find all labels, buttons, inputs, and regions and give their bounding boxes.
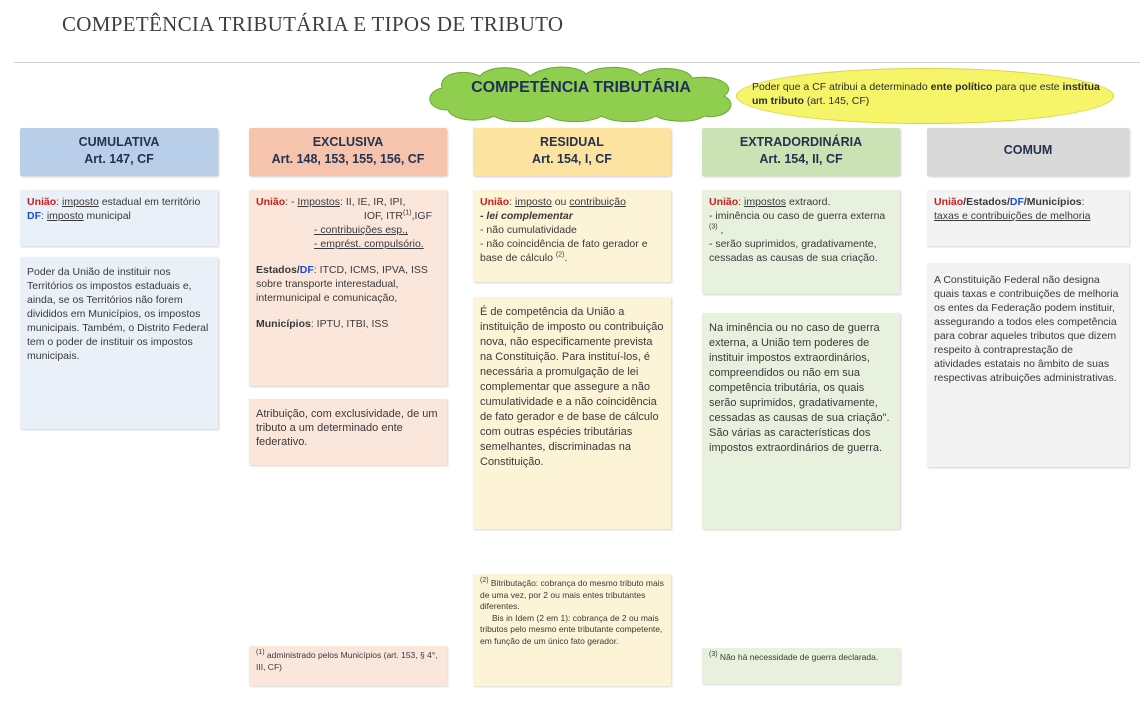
cumulativa-summary-box <box>20 190 218 246</box>
label-df: DF <box>299 264 314 276</box>
text: : ITCD, ICMS, IPVA, ISS sobre transporte interestadual, intermunicipal e comunicação, <box>256 264 428 304</box>
page-title: COMPETÊNCIA TRIBUTÁRIA E TIPOS DE TRIBUTO <box>62 12 564 36</box>
comum-description-box: A Constituição Federal não designa quais taxas e contribuições de melhoria os entes da Federação podem instituir, assegurando a todos eles competência para cobrar aqueles tributos que dizem respeito à contraprestação de atividades estatais no âmbito de suas respectivas atribuições administrativas. <box>927 263 1129 467</box>
exclusiva-description-box: Atribuição, com exclusividade, de um tributo a um determinado ente federativo. <box>249 399 447 465</box>
text: IOF, ITR <box>363 210 404 222</box>
sep: : <box>1081 196 1085 208</box>
sep: / <box>1023 196 1027 208</box>
text: : II, IE, IR, IPI, <box>340 196 406 208</box>
footnote-ref: (3) <box>709 651 718 659</box>
sep: / <box>1006 196 1010 208</box>
label-municipios: Municípios <box>1026 196 1082 208</box>
term-imposto: imposto <box>46 210 84 222</box>
term-imposto: imposto <box>515 196 552 208</box>
header-extraordinaria-art: Art. 154, II, CF <box>759 152 843 166</box>
text: ou <box>551 196 570 208</box>
term-emprestimo: - emprést. compulsório. <box>314 238 424 250</box>
text: estadual em território <box>98 196 201 208</box>
extraordinaria-footnote <box>702 648 900 684</box>
term-contribuicoes: - contribuições esp., <box>314 224 408 236</box>
divider <box>14 62 1140 63</box>
label-uniao: União <box>480 196 510 208</box>
term-contribuicao: contribuição <box>569 196 626 208</box>
def-b2: institua um tributo <box>752 81 1100 107</box>
residual-summary-box <box>473 190 671 282</box>
header-cumulativa-art: Art. 147, CF <box>84 152 154 166</box>
residual-footnote <box>473 574 671 686</box>
label-df: DF <box>1009 196 1024 208</box>
header-exclusiva <box>249 128 447 176</box>
extraordinaria-description-box: Na iminência ou no caso de guerra externa, a União tem poderes de instituir impostos extraordinários, compreendidos ou não em sua competência tributária, os quais serão suprimidos, gradativamente, cessadas as causas de sua criação". São várias as características dos impostos extraordinários de guerra. <box>702 313 900 529</box>
term-impostos: impostos <box>744 196 787 208</box>
text: - não coincidência de fato gerador e base de cálculo <box>480 238 648 264</box>
cumulativa-description-box: Poder da União de instituir nos Territórios os impostos estaduais e, ainda, se os Territórios não forem divididos em Municípios, os impostos municipais. Também, o Distrito Federal tem o poder de instituir os impostos municipais. <box>20 257 218 429</box>
label-uniao: União <box>709 196 739 208</box>
header-residual <box>473 128 671 176</box>
cloud-label: COMPETÊNCIA TRIBUTÁRIA <box>471 79 691 96</box>
label-df: DF <box>27 210 41 222</box>
competencia-cloud <box>418 66 744 122</box>
def-t1: Poder que a CF atribui a determinado <box>752 81 931 93</box>
text: Bitributação: cobrança do mesmo tributo mais de uma vez, por 2 ou mais entes tributantes diferentes. <box>480 578 664 611</box>
header-cumulativa <box>20 128 218 176</box>
comum-summary-box <box>927 190 1129 246</box>
footnote-ref: (1) <box>256 649 265 657</box>
text: : IPTU, ITBI, ISS <box>310 318 389 330</box>
text: municipal <box>83 210 131 222</box>
term-impostos: Impostos <box>297 196 341 208</box>
term-taxas: taxas e contribuições de melhoria <box>934 210 1091 222</box>
footnote-ref: (2) <box>555 251 565 259</box>
def-t2: para que este <box>992 81 1063 93</box>
header-cumulativa-title: CUMULATIVA <box>78 135 160 149</box>
sep: / <box>963 196 967 208</box>
label-municipios: Municípios <box>256 318 311 330</box>
text: , <box>717 224 724 236</box>
header-exclusiva-title: EXCLUSIVA <box>312 135 384 149</box>
text: ,IGF <box>411 210 432 222</box>
extraordinaria-summary-box <box>702 190 900 294</box>
def-b1: ente político <box>930 81 993 93</box>
header-exclusiva-art: Art. 148, 153, 155, 156, CF <box>271 152 425 166</box>
sep: : - <box>285 196 298 208</box>
exclusiva-footnote <box>249 646 447 686</box>
text: - iminência ou caso de guerra externa <box>709 210 886 222</box>
sep: : <box>56 196 63 208</box>
sep: : <box>41 210 47 222</box>
text: Bis in Idem (2 em 1): cobrança de 2 ou mais tributos pelo mesmo ente tributante competente, em função de um único fato gerador. <box>480 612 663 646</box>
text: - serão suprimidos, gradativamente, cessadas as causas de sua criação. <box>709 238 878 264</box>
sep: : <box>738 196 745 208</box>
text: extraord. <box>786 196 831 208</box>
header-extraordinaria-title: EXTRADORDINÁRIA <box>739 135 863 149</box>
label-uniao: União <box>27 196 57 208</box>
label-uniao: União <box>256 196 286 208</box>
header-comum-title: COMUM <box>1003 143 1053 157</box>
exclusiva-summary-box <box>249 190 447 386</box>
term-imposto: imposto <box>62 196 99 208</box>
footnote-ref: (3) <box>709 223 718 231</box>
header-comum <box>927 128 1129 176</box>
header-residual-art: Art. 154, I, CF <box>532 152 612 166</box>
sep: : <box>509 196 516 208</box>
label-uniao: União <box>934 196 964 208</box>
label-estados: Estados <box>966 196 1007 208</box>
text: - não cumulatividade <box>480 224 577 236</box>
text: Não há necessidade de guerra declarada. <box>717 652 879 662</box>
label-estados: Estados/ <box>256 264 300 276</box>
def-t3: (art. 145, CF) <box>803 95 870 107</box>
footnote-ref: (2) <box>480 577 489 585</box>
line-iof <box>256 209 440 223</box>
definition-text <box>752 80 1100 108</box>
header-extraordinaria <box>702 128 900 176</box>
text: . <box>564 252 568 264</box>
text: administrado pelos Municípios (art. 153, § 4°, III, CF) <box>256 650 438 672</box>
header-residual-title: RESIDUAL <box>540 135 604 149</box>
residual-description-box: É de competência da União a instituição de imposto ou contribuição nova, não especificamente prevista na Constituição. Para instituí-los, é necessária a promulgação de lei complementar que assegure a não cumulatividade e a não coincidência de fato gerador e de base de cálculo com outras espécies tributárias semelhantes, discriminadas na Constituição. <box>473 297 671 529</box>
footnote-ref: (1) <box>403 209 412 217</box>
term-lei-complementar: - lei complementar <box>480 210 573 222</box>
